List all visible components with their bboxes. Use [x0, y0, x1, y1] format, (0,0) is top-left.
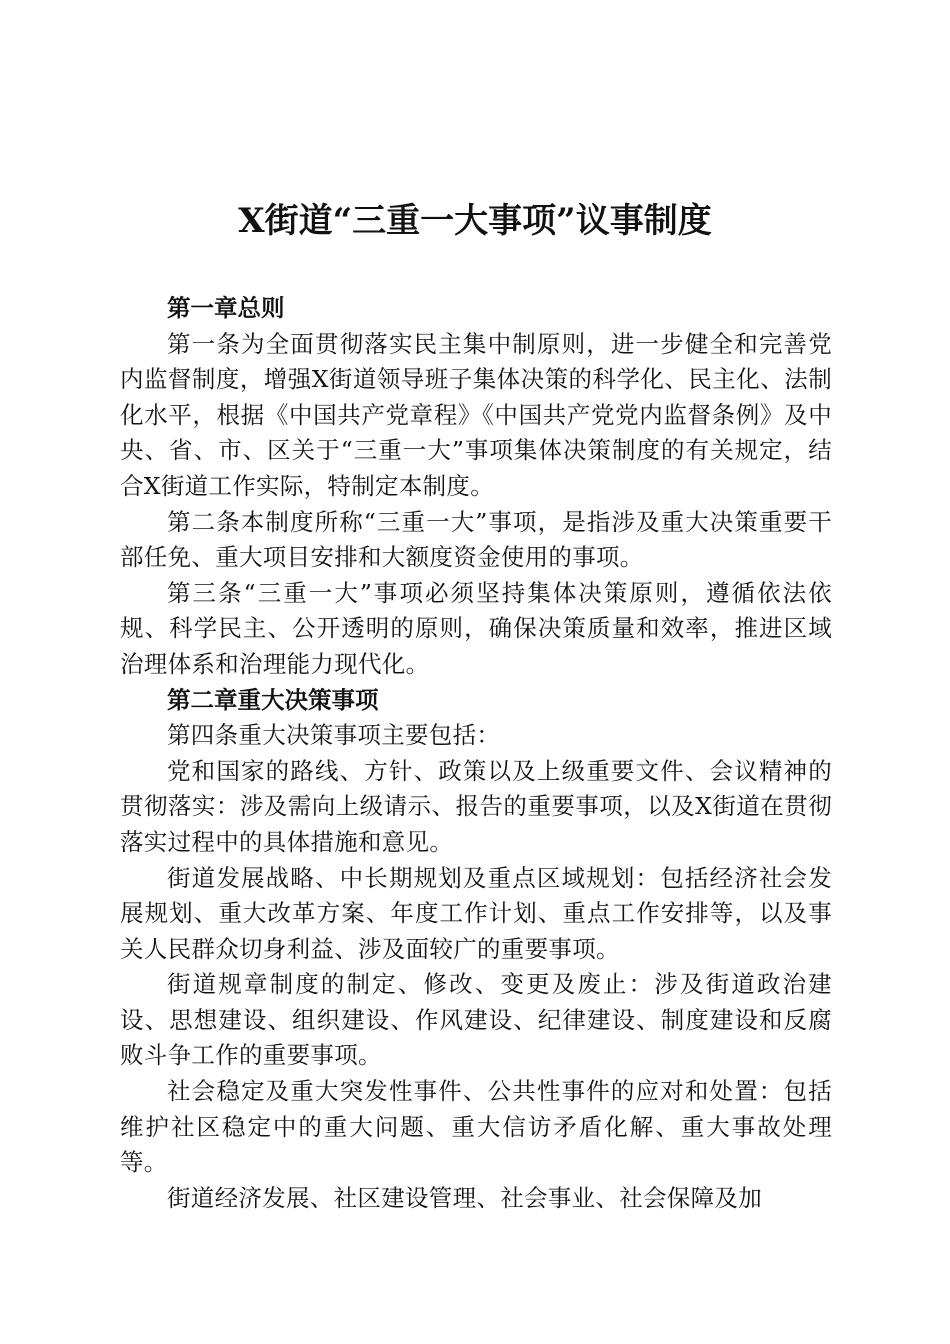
document-title: X街道“三重一大事项”议事制度	[238, 201, 712, 241]
article-paragraph: 第三条“三重一大”事项必须坚持集体决策原则，遵循依法依规、科学民主、公开透明的原则，确保决策质量和效率，推进区域治理体系和治理能力现代化。	[120, 578, 832, 678]
body-paragraph: 街道发展战略、中长期规划及重点区域规划：包括经济社会发展规划、重大改革方案、年度工作计划、重点工作安排等，以及事关人民群众切身利益、涉及面较广的重要事项。	[120, 863, 832, 963]
article-paragraph: 第二条本制度所称“三重一大”事项，是指涉及重大决策重要干部任免、重大项目安排和大额度资金使用的事项。	[120, 507, 832, 572]
body-paragraph: 党和国家的路线、方针、政策以及上级重要文件、会议精神的贯彻落实：涉及需向上级请示、报告的重要事项，以及X街道在贯彻落实过程中的具体措施和意见。	[120, 756, 832, 856]
article-paragraph: 第四条重大决策事项主要包括：	[167, 721, 501, 750]
body-paragraph: 街道经济发展、社区建设管理、社会事业、社会保障及加	[167, 1183, 762, 1212]
body-paragraph: 社会稳定及重大突发性事件、公共性事件的应对和处置：包括维护社区稳定中的重大问题、重大信访矛盾化解、重大事故处理等。	[120, 1077, 832, 1177]
chapter-heading: 第二章重大决策事项	[167, 685, 379, 714]
chapter-heading: 第一章总则	[167, 294, 285, 322]
document-body	[120, 291, 832, 1216]
article-paragraph: 第一条为全面贯彻落实民主集中制原则，进一步健全和完善党内监督制度，增强X街道领导班子集体决策的科学化、民主化、法制化水平，根据《中国共产党章程》《中国共产党党内监督条例》及中央、省、市、区关于“三重一大”事项集体决策制度的有关规定，结合X街道工作实际，特制定本制度。	[120, 329, 832, 500]
body-paragraph: 街道规章制度的制定、修改、变更及废止：涉及街道政治建设、思想建设、组织建设、作风建设、纪律建设、制度建设和反腐败斗争工作的重要事项。	[120, 970, 832, 1070]
